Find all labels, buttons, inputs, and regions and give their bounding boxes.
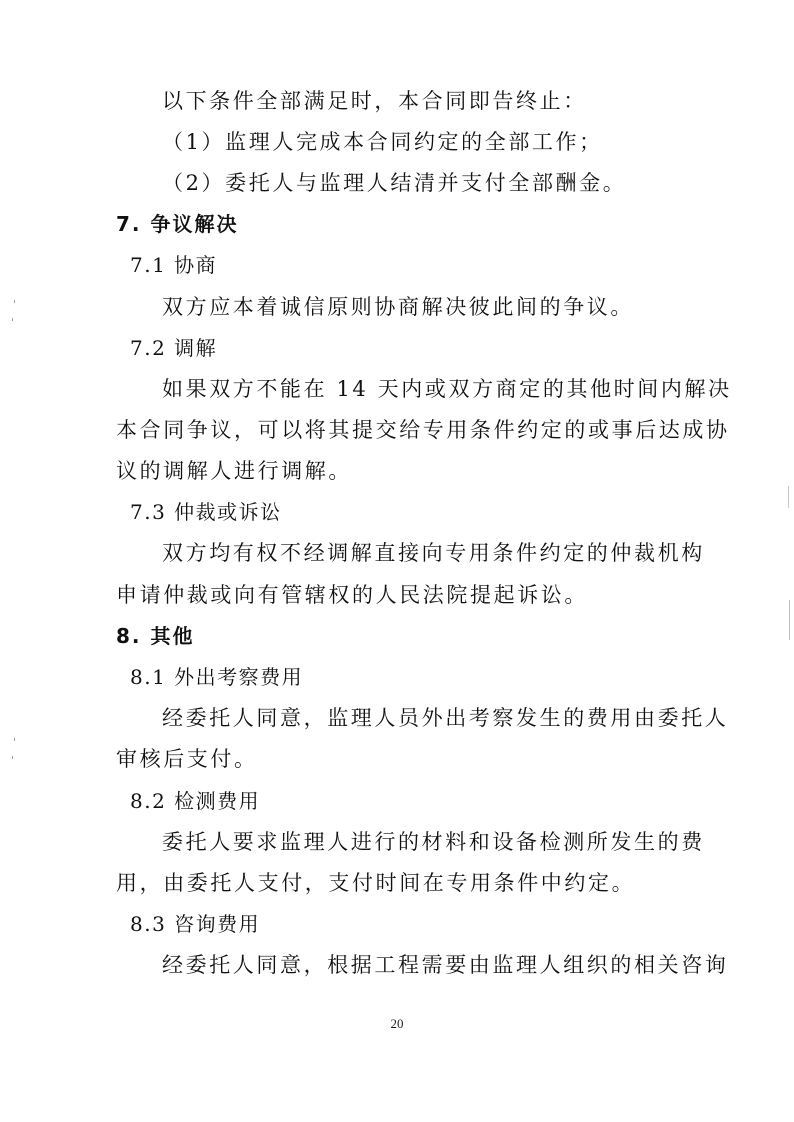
paragraph-7-2-line: 本合同争议，可以将其提交给专用条件约定的或事后达成协 <box>116 418 730 442</box>
paragraph-8-2-line: 用，由委托人支付，支付时间在专用条件中约定。 <box>116 871 636 895</box>
scan-mark <box>14 300 15 303</box>
scan-mark <box>788 486 789 508</box>
paragraph-8-1-line: 审核后支付。 <box>116 747 258 771</box>
scan-mark <box>12 318 13 321</box>
subsection-8-3-heading: 8.3 咨询费用 <box>130 912 261 936</box>
scan-mark <box>789 600 790 640</box>
termination-condition-1: （1）监理人完成本合同约定的全部工作； <box>162 130 603 154</box>
paragraph-7-2-line: 议的调解人进行调解。 <box>116 459 352 483</box>
subsection-7-1-heading: 7.1 协商 <box>130 253 218 277</box>
paragraph-7-3-line: 申请仲裁或向有管辖权的人民法院提起诉讼。 <box>116 583 588 607</box>
scan-mark <box>12 756 13 759</box>
page-number: 20 <box>390 1016 404 1031</box>
paragraph-8-2-line: 委托人要求监理人进行的材料和设备检测所发生的费 <box>162 830 705 854</box>
subsection-8-2-heading: 8.2 检测费用 <box>130 789 261 813</box>
termination-condition-2: （2）委托人与监理人结清并支付全部酬金。 <box>162 171 627 195</box>
subsection-7-3-heading: 7.3 仲裁或诉讼 <box>130 500 282 524</box>
paragraph-7-1-line: 双方应本着诚信原则协商解决彼此间的争议。 <box>162 295 634 319</box>
termination-conditions-intro: 以下条件全部满足时，本合同即告终止： <box>162 89 587 113</box>
paragraph-8-1-line: 经委托人同意，监理人员外出考察发生的费用由委托人 <box>162 706 729 730</box>
paragraph-7-3-line: 双方均有权不经调解直接向专用条件约定的仲裁机构 <box>162 541 705 565</box>
subsection-7-2-heading: 7.2 调解 <box>130 336 218 360</box>
subsection-8-1-heading: 8.1 外出考察费用 <box>130 665 304 689</box>
scan-mark <box>14 738 15 741</box>
section-8-heading: 8. 其他 <box>116 624 195 648</box>
paragraph-7-2-line: 如果双方不能在 14 天内或双方商定的其他时间内解决 <box>162 377 732 401</box>
paragraph-8-3-line: 经委托人同意，根据工程需要由监理人组织的相关咨询 <box>162 953 729 977</box>
section-7-heading: 7. 争议解决 <box>116 212 239 236</box>
